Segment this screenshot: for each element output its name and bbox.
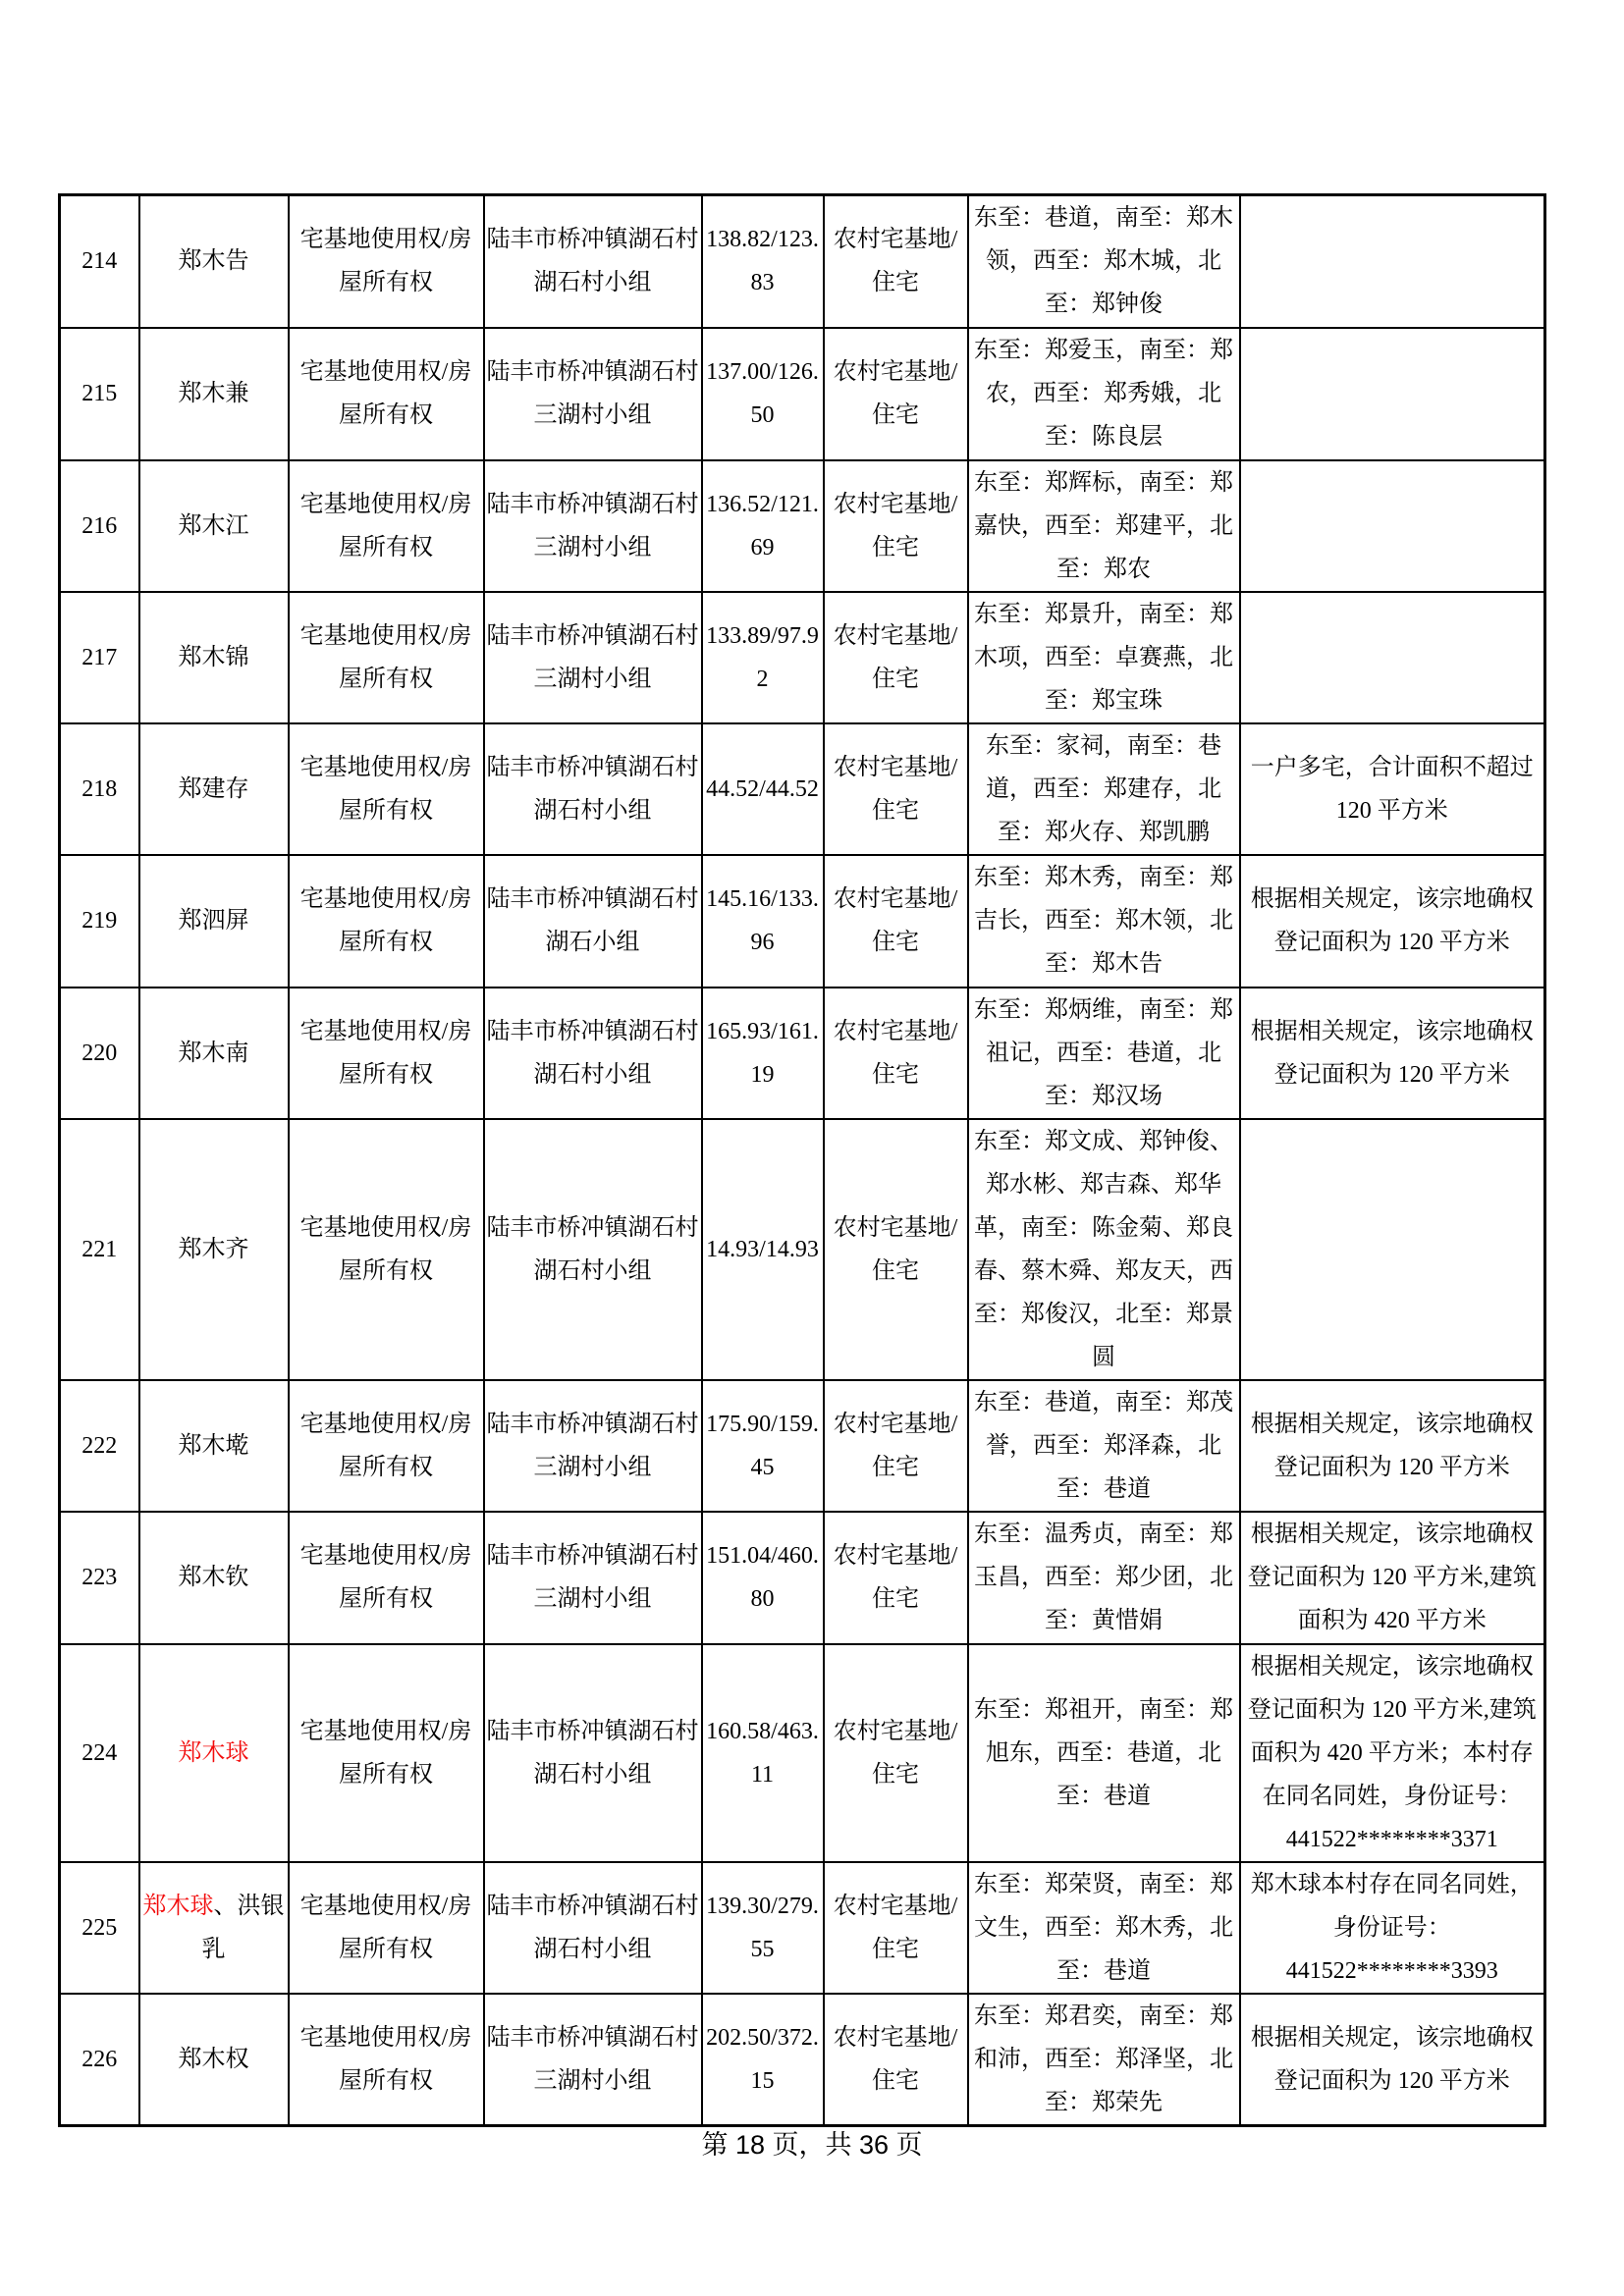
usage-cell: 农村宅基地/住宅 bbox=[824, 195, 968, 328]
usage-cell: 农村宅基地/住宅 bbox=[824, 988, 968, 1119]
location-cell: 陆丰市桥冲镇湖石村三湖村小组 bbox=[484, 1512, 702, 1644]
boundary-cell: 东至：温秀贞，南至：郑玉昌，西至：郑少团，北至：黄惜娟 bbox=[968, 1512, 1240, 1644]
table-row bbox=[60, 328, 1545, 460]
rights-cell: 宅基地使用权/房屋所有权 bbox=[289, 723, 484, 855]
table-row bbox=[60, 195, 1545, 328]
owner-name: 郑木告 bbox=[178, 248, 249, 275]
usage-cell: 农村宅基地/住宅 bbox=[824, 1119, 968, 1380]
area-cell: 44.52/44.52 bbox=[702, 723, 824, 855]
owner-cell bbox=[139, 592, 289, 723]
usage-cell: 农村宅基地/住宅 bbox=[824, 592, 968, 723]
boundary-cell: 东至：郑辉标，南至：郑嘉快，西至：郑建平，北至：郑农 bbox=[968, 460, 1240, 592]
area-cell: 151.04/460.80 bbox=[702, 1512, 824, 1644]
boundary-cell: 东至：郑荣贤，南至：郑文生，西至：郑木秀，北至：巷道 bbox=[968, 1862, 1240, 1994]
boundary-cell: 东至：郑文成、郑钟俊、郑水彬、郑吉森、郑华革，南至：陈金菊、郑良春、蔡木舜、郑友天，西至：郑俊汉，北至：郑景圆 bbox=[968, 1119, 1240, 1380]
page-footer: 第 18 页，共 36 页 bbox=[701, 2130, 923, 2160]
rights-cell: 宅基地使用权/房屋所有权 bbox=[289, 1644, 484, 1862]
index-cell: 222 bbox=[60, 1380, 139, 1512]
location-cell: 陆丰市桥冲镇湖石村湖石村小组 bbox=[484, 988, 702, 1119]
remark-cell: 郑木球本村存在同名同姓，身份证号：441522********3393 bbox=[1240, 1862, 1545, 1994]
area-cell: 139.30/279.55 bbox=[702, 1862, 824, 1994]
location-cell: 陆丰市桥冲镇湖石村三湖村小组 bbox=[484, 460, 702, 592]
area-cell: 145.16/133.96 bbox=[702, 855, 824, 988]
owner-name: 郑木钦 bbox=[178, 1565, 249, 1590]
owner-name: 郑木球 bbox=[142, 1893, 214, 1919]
remark-cell: 根据相关规定，该宗地确权登记面积为 120 平方米 bbox=[1240, 988, 1545, 1119]
remark-cell bbox=[1240, 328, 1545, 460]
land-rights-table bbox=[58, 193, 1546, 2127]
index-cell: 223 bbox=[60, 1512, 139, 1644]
remark-cell: 根据相关规定，该宗地确权登记面积为 120 平方米,建筑面积为 420 平方米 bbox=[1240, 1512, 1545, 1644]
location-cell: 陆丰市桥冲镇湖石村三湖村小组 bbox=[484, 1380, 702, 1512]
owner-name: 郑木齐 bbox=[178, 1236, 249, 1262]
area-cell: 202.50/372.15 bbox=[702, 1994, 824, 2126]
index-cell: 219 bbox=[60, 855, 139, 988]
owner-name: 、洪银乳 bbox=[201, 1893, 285, 1962]
boundary-cell: 东至：郑景升，南至：郑木项，西至：卓赛燕，北至：郑宝珠 bbox=[968, 592, 1240, 723]
rights-cell: 宅基地使用权/房屋所有权 bbox=[289, 195, 484, 328]
owner-cell bbox=[139, 723, 289, 855]
boundary-cell: 东至：巷道，南至：郑木领，西至：郑木城，北至：郑钟俊 bbox=[968, 195, 1240, 328]
area-cell: 137.00/126.50 bbox=[702, 328, 824, 460]
index-cell: 217 bbox=[60, 592, 139, 723]
rights-cell: 宅基地使用权/房屋所有权 bbox=[289, 855, 484, 988]
location-cell: 陆丰市桥冲镇湖石村湖石村小组 bbox=[484, 1644, 702, 1862]
usage-cell: 农村宅基地/住宅 bbox=[824, 1512, 968, 1644]
usage-cell: 农村宅基地/住宅 bbox=[824, 460, 968, 592]
location-cell: 陆丰市桥冲镇湖石村湖石村小组 bbox=[484, 723, 702, 855]
usage-cell: 农村宅基地/住宅 bbox=[824, 1994, 968, 2126]
usage-cell: 农村宅基地/住宅 bbox=[824, 723, 968, 855]
remark-cell bbox=[1240, 195, 1545, 328]
table-row bbox=[60, 1862, 1545, 1994]
remark-cell bbox=[1240, 460, 1545, 592]
index-cell: 225 bbox=[60, 1862, 139, 1994]
area-cell: 14.93/14.93 bbox=[702, 1119, 824, 1380]
owner-cell bbox=[139, 1119, 289, 1380]
owner-name: 郑木球 bbox=[178, 1739, 249, 1766]
boundary-cell: 东至：家祠，南至：巷道，西至：郑建存，北至：郑火存、郑凯鹏 bbox=[968, 723, 1240, 855]
rights-cell: 宅基地使用权/房屋所有权 bbox=[289, 328, 484, 460]
area-cell: 165.93/161.19 bbox=[702, 988, 824, 1119]
owner-cell bbox=[139, 328, 289, 460]
index-cell: 221 bbox=[60, 1119, 139, 1380]
remark-cell: 根据相关规定，该宗地确权登记面积为 120 平方米 bbox=[1240, 1380, 1545, 1512]
owner-name: 郑木墘 bbox=[178, 1432, 249, 1459]
owner-name: 郑泗屏 bbox=[178, 908, 249, 934]
owner-name: 郑木兼 bbox=[178, 381, 249, 406]
table-row bbox=[60, 855, 1545, 988]
owner-name: 郑建存 bbox=[178, 775, 249, 802]
rights-cell: 宅基地使用权/房屋所有权 bbox=[289, 460, 484, 592]
index-cell: 218 bbox=[60, 723, 139, 855]
boundary-cell: 东至：郑祖开，南至：郑旭东，西至：巷道，北至：巷道 bbox=[968, 1644, 1240, 1862]
owner-cell bbox=[139, 1862, 289, 1994]
usage-cell: 农村宅基地/住宅 bbox=[824, 1862, 968, 1994]
owner-cell bbox=[139, 1994, 289, 2126]
rights-cell: 宅基地使用权/房屋所有权 bbox=[289, 592, 484, 723]
remark-cell: 根据相关规定，该宗地确权登记面积为 120 平方米 bbox=[1240, 1994, 1545, 2126]
owner-name: 郑木江 bbox=[178, 512, 249, 539]
location-cell: 陆丰市桥冲镇湖石村湖石村小组 bbox=[484, 1119, 702, 1380]
remark-cell bbox=[1240, 1119, 1545, 1380]
rights-cell: 宅基地使用权/房屋所有权 bbox=[289, 1380, 484, 1512]
location-cell: 陆丰市桥冲镇湖石村三湖村小组 bbox=[484, 328, 702, 460]
boundary-cell: 东至：郑君奕，南至：郑和沛，西至：郑泽坚，北至：郑荣先 bbox=[968, 1994, 1240, 2126]
owner-cell bbox=[139, 855, 289, 988]
table-row bbox=[60, 1512, 1545, 1644]
boundary-cell: 东至：郑木秀，南至：郑吉长，西至：郑木领，北至：郑木告 bbox=[968, 855, 1240, 988]
index-cell: 220 bbox=[60, 988, 139, 1119]
location-cell: 陆丰市桥冲镇湖石村湖石小组 bbox=[484, 855, 702, 988]
area-cell: 160.58/463.11 bbox=[702, 1644, 824, 1862]
table-row bbox=[60, 460, 1545, 592]
area-cell: 136.52/121.69 bbox=[702, 460, 824, 592]
owner-name: 郑木南 bbox=[178, 1040, 249, 1066]
usage-cell: 农村宅基地/住宅 bbox=[824, 1644, 968, 1862]
location-cell: 陆丰市桥冲镇湖石村湖石村小组 bbox=[484, 195, 702, 328]
remark-cell bbox=[1240, 592, 1545, 723]
owner-name: 郑木锦 bbox=[178, 644, 249, 670]
remark-cell: 根据相关规定，该宗地确权登记面积为 120 平方米,建筑面积为 420 平方米；本村存在同名同姓，身份证号：441522********3371 bbox=[1240, 1644, 1545, 1862]
rights-cell: 宅基地使用权/房屋所有权 bbox=[289, 1512, 484, 1644]
table-row bbox=[60, 1380, 1545, 1512]
usage-cell: 农村宅基地/住宅 bbox=[824, 855, 968, 988]
area-cell: 133.89/97.92 bbox=[702, 592, 824, 723]
owner-cell bbox=[139, 1644, 289, 1862]
rights-cell: 宅基地使用权/房屋所有权 bbox=[289, 1119, 484, 1380]
index-cell: 215 bbox=[60, 328, 139, 460]
boundary-cell: 东至：郑炳维，南至：郑祖记，西至：巷道，北至：郑汉场 bbox=[968, 988, 1240, 1119]
owner-name: 郑木权 bbox=[178, 2046, 249, 2072]
table-row bbox=[60, 988, 1545, 1119]
remark-cell: 一户多宅，合计面积不超过 120 平方米 bbox=[1240, 723, 1545, 855]
owner-cell bbox=[139, 988, 289, 1119]
owner-cell bbox=[139, 195, 289, 328]
usage-cell: 农村宅基地/住宅 bbox=[824, 328, 968, 460]
index-cell: 224 bbox=[60, 1644, 139, 1862]
owner-cell bbox=[139, 1512, 289, 1644]
index-cell: 216 bbox=[60, 460, 139, 592]
owner-cell bbox=[139, 1380, 289, 1512]
boundary-cell: 东至：郑爱玉，南至：郑农，西至：郑秀娥，北至：陈良层 bbox=[968, 328, 1240, 460]
table-row bbox=[60, 723, 1545, 855]
owner-cell bbox=[139, 460, 289, 592]
rights-cell: 宅基地使用权/房屋所有权 bbox=[289, 988, 484, 1119]
table-row bbox=[60, 1644, 1545, 1862]
location-cell: 陆丰市桥冲镇湖石村湖石村小组 bbox=[484, 1862, 702, 1994]
boundary-cell: 东至：巷道，南至：郑茂誉，西至：郑泽森，北至：巷道 bbox=[968, 1380, 1240, 1512]
table-row bbox=[60, 1119, 1545, 1380]
index-cell: 214 bbox=[60, 195, 139, 328]
location-cell: 陆丰市桥冲镇湖石村三湖村小组 bbox=[484, 1994, 702, 2126]
location-cell: 陆丰市桥冲镇湖石村三湖村小组 bbox=[484, 592, 702, 723]
usage-cell: 农村宅基地/住宅 bbox=[824, 1380, 968, 1512]
rights-cell: 宅基地使用权/房屋所有权 bbox=[289, 1994, 484, 2126]
index-cell: 226 bbox=[60, 1994, 139, 2126]
table-row bbox=[60, 592, 1545, 723]
remark-cell: 根据相关规定，该宗地确权登记面积为 120 平方米 bbox=[1240, 855, 1545, 988]
rights-cell: 宅基地使用权/房屋所有权 bbox=[289, 1862, 484, 1994]
area-cell: 175.90/159.45 bbox=[702, 1380, 824, 1512]
table-row bbox=[60, 1994, 1545, 2126]
area-cell: 138.82/123.83 bbox=[702, 195, 824, 328]
